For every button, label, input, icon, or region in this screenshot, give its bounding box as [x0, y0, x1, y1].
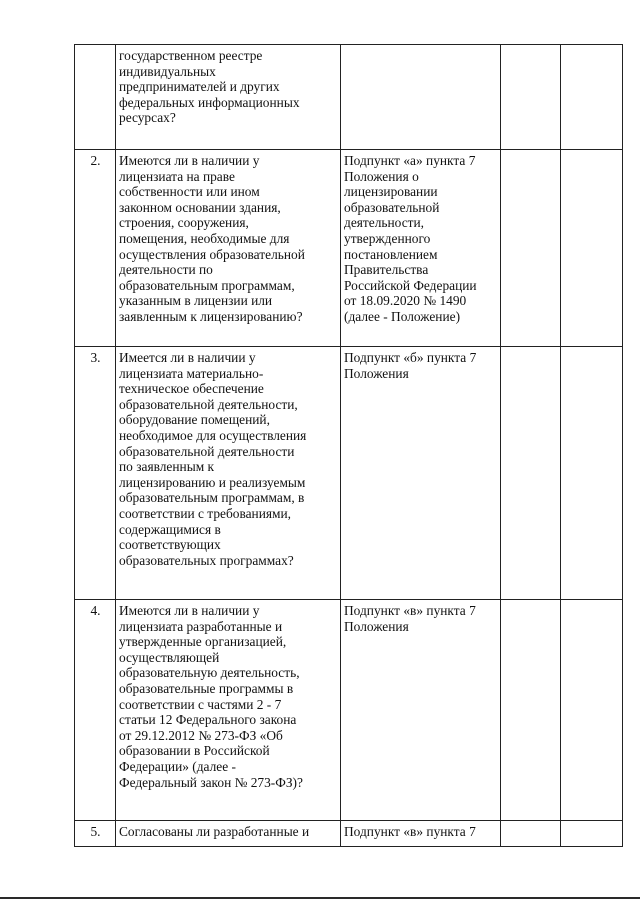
- table-row: [75, 45, 623, 150]
- legal-basis: [341, 45, 501, 150]
- table-row: [75, 347, 623, 600]
- note-cell: [561, 347, 623, 600]
- row-number: 5.: [75, 821, 116, 847]
- answer-cell: [501, 45, 561, 150]
- row-number: [75, 45, 116, 150]
- legal-basis: Подпункт «б» пункта 7 Положения: [341, 347, 501, 600]
- question-text-content: Имеется ли в наличии у лицензиата материально- техническое обеспечение образовательной деятельности, оборудование помещений, необходимое для осуществления образовательной деятельности по заявленным к лицензированию и реализуемым образовательным программам, в соответствии с требованиями, содержащимися в соответствующих образовательных программах?: [119, 350, 307, 568]
- question-text-content: государственном реестре индивидуальных предпринимателей и других федеральных информационных ресурсах?: [119, 48, 300, 126]
- question-text-content: Имеются ли в наличии у лицензиата разработанные и утвержденные организацией, осуществляющей образовательную деятельность, образовательные программы в соответствии с частями 2 - 7 статьи 12 Федерального закона от 29.12.2012 № 273-ФЗ «Об образовании в Российской Федерации» (далее - Федеральный закон № 273-ФЗ)?: [119, 603, 303, 790]
- question-text: [116, 45, 341, 150]
- answer-cell: [501, 821, 561, 847]
- scan-bottom-edge: [0, 897, 640, 899]
- answer-cell: [501, 347, 561, 600]
- question-text: [116, 821, 341, 847]
- note-cell: [561, 821, 623, 847]
- answer-cell: [501, 150, 561, 347]
- row-number: 4.: [75, 600, 116, 821]
- table-row: [75, 150, 623, 347]
- question-text: [116, 600, 341, 821]
- legal-basis: Подпункт «в» пункта 7: [341, 821, 501, 847]
- row-number: 3.: [75, 347, 116, 600]
- note-cell: [561, 150, 623, 347]
- checklist-table: [74, 44, 623, 847]
- legal-basis: Подпункт «а» пункта 7 Положения о лицензировании образовательной деятельности, утвержденного постановлением Правительства Российской Федерации от 18.09.2020 № 1490 (далее - Положение): [341, 150, 501, 347]
- answer-cell: [501, 600, 561, 821]
- legal-basis: Подпункт «в» пункта 7 Положения: [341, 600, 501, 821]
- question-text: [116, 347, 341, 600]
- table-row: [75, 821, 623, 847]
- note-cell: [561, 45, 623, 150]
- row-number: 2.: [75, 150, 116, 347]
- question-text-content: Согласованы ли разработанные и: [119, 824, 310, 839]
- question-text-content: Имеются ли в наличии у лицензиата на праве собственности или ином законном основании здания, строения, сооружения, помещения, необходимые для осуществления образовательной деятельности по образовательным программам, указанным в лицензии или заявленным к лицензированию?: [119, 153, 305, 324]
- question-text: [116, 150, 341, 347]
- note-cell: [561, 600, 623, 821]
- table-row: [75, 600, 623, 821]
